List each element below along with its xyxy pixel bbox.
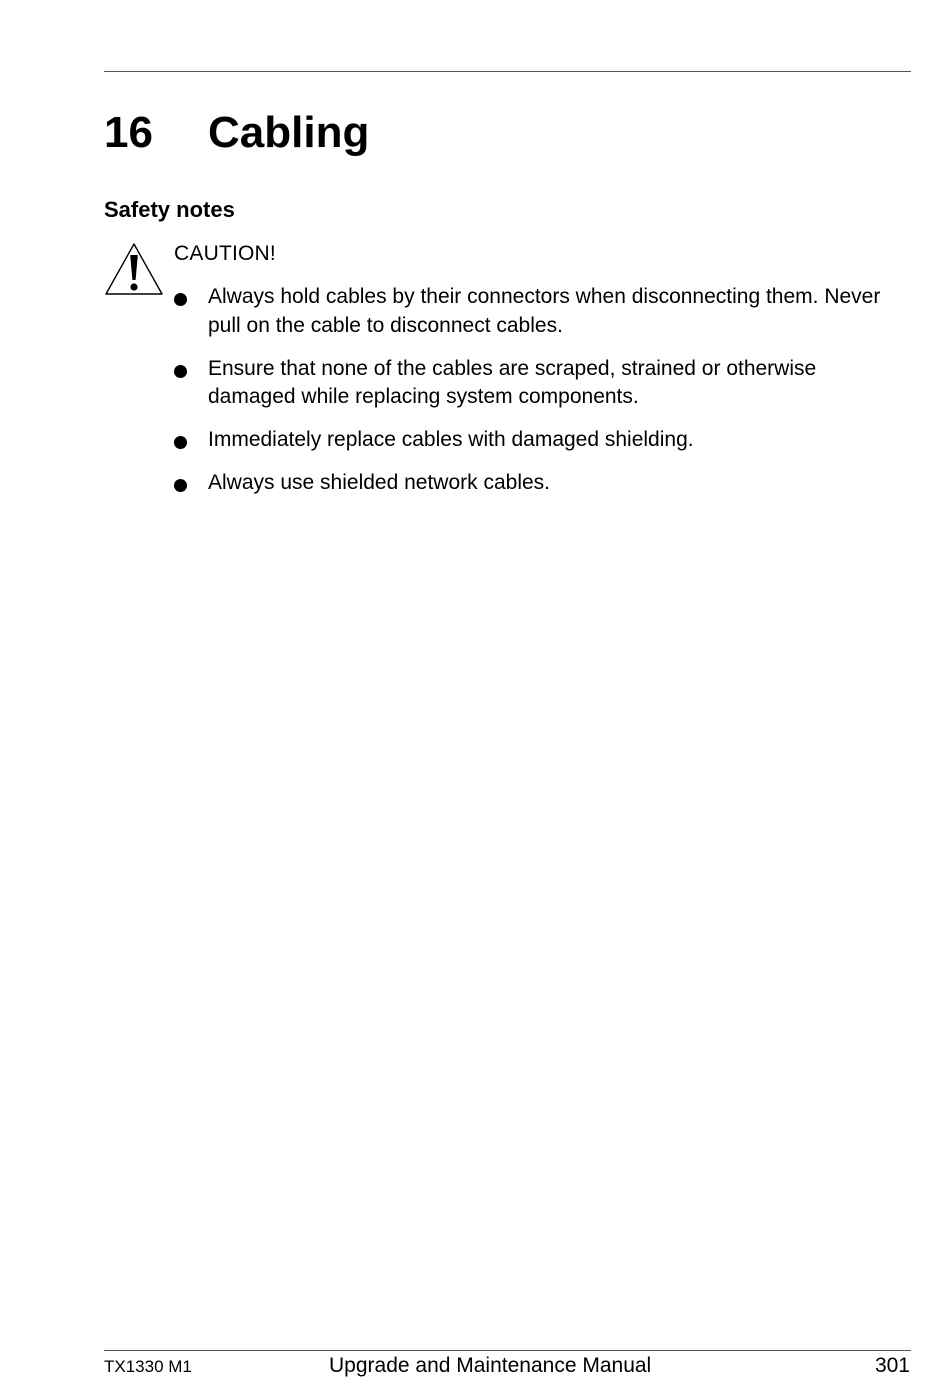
- bullet-icon: [174, 436, 187, 449]
- caution-label: CAUTION!: [174, 242, 276, 265]
- footer-model: TX1330 M1: [104, 1357, 192, 1376]
- caution-triangle-icon: [103, 242, 165, 298]
- footer-rule: [104, 1350, 911, 1351]
- header-rule: [104, 71, 911, 72]
- list-item-text: Always use shielded network cables.: [208, 471, 551, 494]
- chapter-title: Cabling: [208, 108, 370, 157]
- caution-list: [174, 283, 904, 512]
- section-heading: Safety notes: [104, 197, 235, 222]
- bullet-icon: [174, 293, 187, 306]
- list-item: [174, 469, 904, 498]
- bullet-icon: [174, 479, 187, 492]
- bullet-icon: [174, 365, 187, 378]
- list-item-text: Always hold cables by their connectors when disconnecting them. Never pull on the cable to disconnect cables.: [208, 285, 881, 337]
- list-item: [174, 355, 904, 412]
- list-item: [174, 283, 904, 340]
- list-item-text: Immediately replace cables with damaged shielding.: [208, 428, 694, 451]
- footer-manual-title: Upgrade and Maintenance Manual: [329, 1354, 652, 1377]
- chapter-number: 16: [104, 108, 153, 157]
- list-item-text: Ensure that none of the cables are scraped, strained or otherwise damaged while replacing system components.: [208, 356, 817, 408]
- chapter-heading: [104, 105, 369, 161]
- list-item: [174, 426, 904, 455]
- page-number: 301: [874, 1354, 910, 1377]
